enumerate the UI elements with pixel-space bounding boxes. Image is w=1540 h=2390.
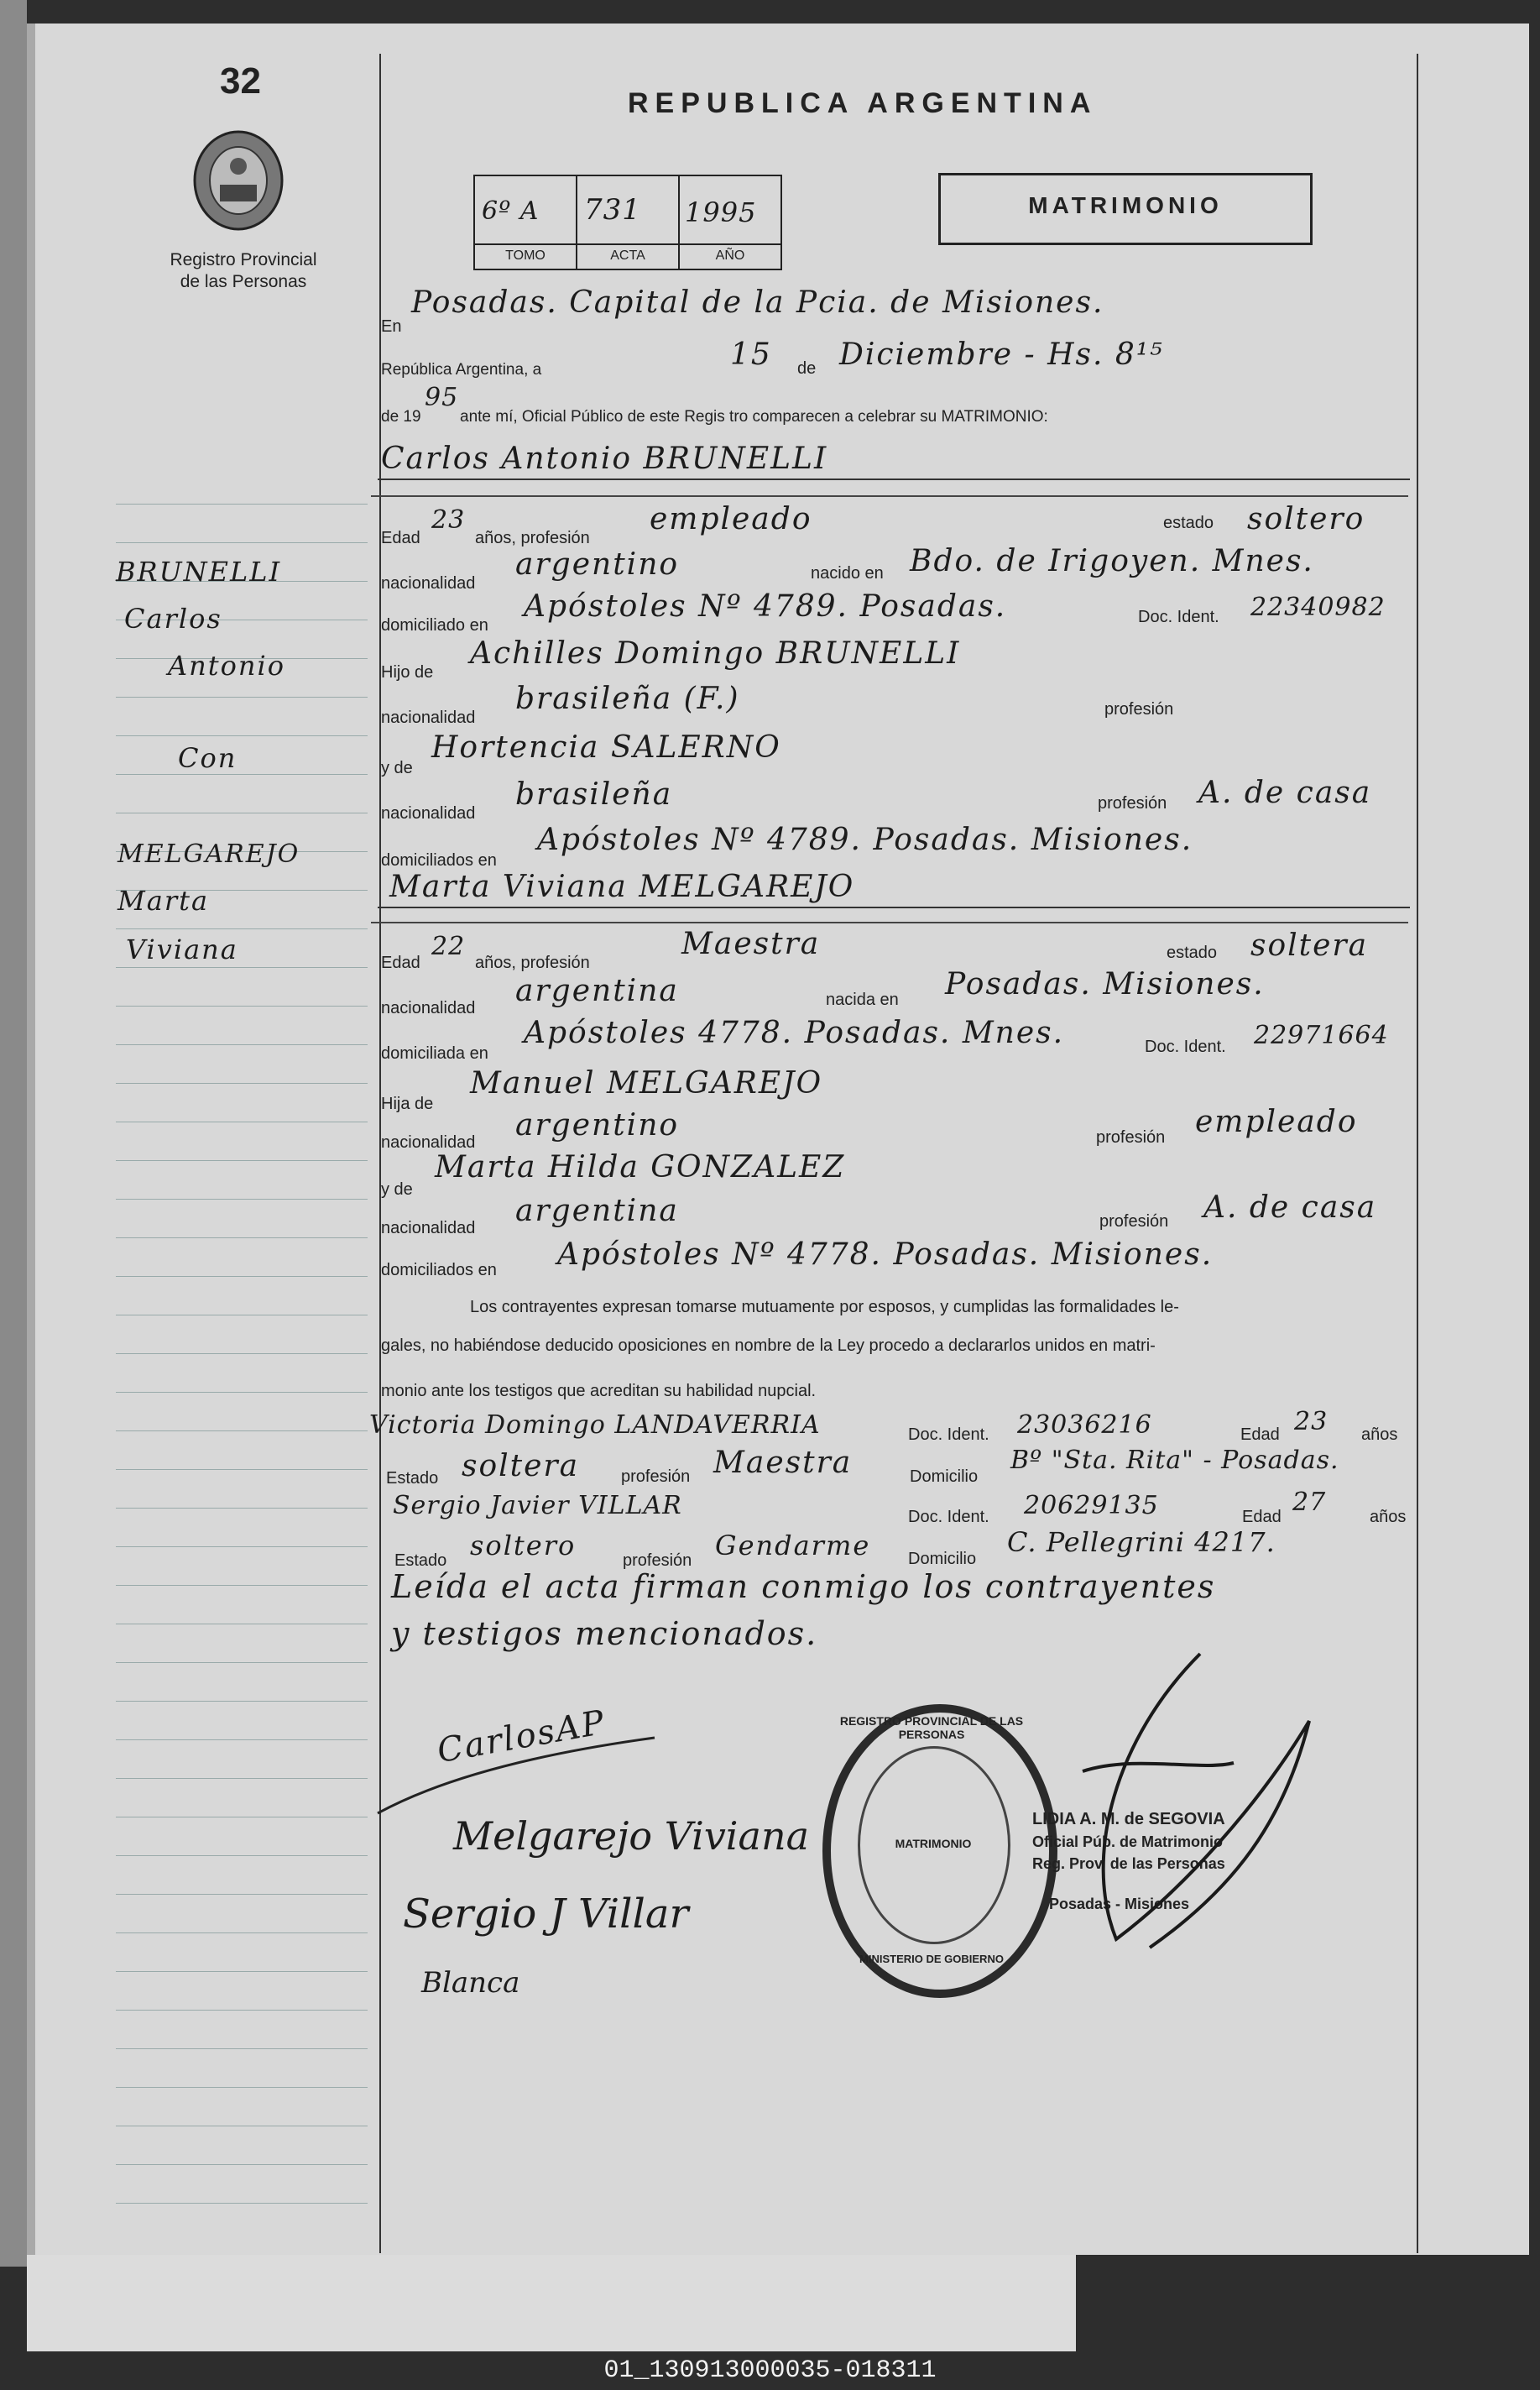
right-border (1417, 54, 1418, 2253)
margin-rule-line (116, 1083, 368, 1084)
groom-name: Carlos Antonio BRUNELLI (381, 442, 828, 476)
margin-rule-line (116, 504, 368, 505)
witness2-age: 27 (1292, 1488, 1327, 1517)
witness-signature: Sergio J Villar (403, 1891, 689, 1938)
margin-rule-line (116, 967, 368, 968)
bride-birthplace: Posadas. Misiones. (945, 967, 1265, 1001)
bride-hija-label: Hija de (381, 1095, 434, 1113)
closing-line-2: y testigos mencionados. (391, 1615, 818, 1652)
groom-hijo-label: Hijo de (381, 663, 434, 682)
margin-surname: BRUNELLI (116, 556, 282, 588)
stamp-registry: Reg. Prov. de las Personas (1032, 1855, 1225, 1872)
bride-parents-address: Apóstoles Nº 4778. Posadas. Misiones. (557, 1237, 1214, 1272)
margin-rule-line (116, 1044, 368, 1045)
groom-parents-address: Apóstoles Nº 4789. Posadas. Misiones. (537, 823, 1193, 857)
margin-rule-line (116, 2203, 368, 2204)
bride-father-profession: empleado (1195, 1105, 1358, 1139)
margin-rule-line (116, 1006, 368, 1007)
groom-status: soltero (1247, 502, 1365, 536)
bride-mother-nationality: argentina (515, 1194, 679, 1228)
bride-mother-nac-label: nacionalidad (381, 1219, 476, 1237)
registry-name-1: Registro Provincial (170, 250, 317, 269)
bride-anos-label: años, profesión (475, 954, 590, 972)
celebration-year: 95 (425, 383, 459, 412)
archive-id: 01_130913000035-018311 (603, 2356, 937, 2385)
bride-father: Manuel MELGAREJO (470, 1066, 823, 1101)
ano-value: 1995 (685, 196, 757, 228)
bride-dom-label: domiciliada en (381, 1044, 488, 1063)
groom-doc-label: Doc. Ident. (1138, 608, 1219, 626)
bride-name-line (378, 907, 1410, 908)
margin-rule-line (116, 2048, 368, 2049)
witness2-profession: Gendarme (715, 1530, 871, 1561)
bride-parents-dom-label: domiciliados en (381, 1261, 497, 1279)
groom-yde-label: y de (381, 759, 413, 777)
margin-rule-line (116, 1199, 368, 1200)
margin-first-name: Carlos (124, 603, 222, 635)
margin-rule-line (116, 1585, 368, 1586)
groom-parents-dom-label: domiciliados en (381, 851, 497, 870)
groom-age: 23 (431, 505, 466, 535)
bride-doc-label: Doc. Ident. (1145, 1038, 1226, 1056)
witness2-status: soltero (470, 1530, 577, 1561)
margin-bride-first: Marta (117, 885, 210, 917)
groom-nac-label: nacionalidad (381, 574, 476, 593)
margin-rule-line (116, 2010, 368, 2011)
groom-signature: CarlosAP (434, 1702, 609, 1771)
country-heading: REPUBLICA ARGENTINA (628, 87, 1098, 119)
margin-rule-line (116, 1546, 368, 1547)
label-republica: República Argentina, a (381, 361, 542, 379)
groom-birthplace: Bdo. de Irigoyen. Mnes. (910, 544, 1314, 578)
groom-father-prof-label: profesión (1104, 700, 1174, 719)
bride-profession: Maestra (681, 927, 821, 961)
margin-bride-surname: MELGAREJO (117, 839, 300, 869)
record-box (473, 175, 782, 270)
margin-rule-line (116, 1160, 368, 1161)
margin-rule-line (116, 928, 368, 929)
groom-address: Apóstoles Nº 4789. Posadas. (524, 589, 1007, 624)
margin-second-name: Antonio (168, 650, 285, 682)
margin-rule-line (116, 774, 368, 775)
acta-label: ACTA (610, 248, 645, 263)
witness2-domicilio-label: Domicilio (908, 1550, 977, 1568)
bride-father-nationality: argentino (515, 1108, 680, 1143)
bride-father-prof-label: profesión (1096, 1128, 1166, 1147)
margin-rule-line (116, 1276, 368, 1277)
witness2-edad-label: Edad (1242, 1508, 1282, 1526)
witness1-profession: Maestra (713, 1446, 853, 1480)
doc-type: MATRIMONIO (1028, 192, 1223, 218)
witness1-estado-label: Estado (386, 1469, 439, 1488)
bride-block-divider (371, 922, 1408, 923)
margin-rule-line (116, 1971, 368, 1972)
witness2-anos-label: años (1370, 1508, 1407, 1526)
stamp-title: Oficial Púb. de Matrimonio (1032, 1833, 1224, 1850)
witness1-doc-label: Doc. Ident. (908, 1425, 989, 1444)
bride-age: 22 (431, 932, 466, 961)
bride-father-nac-label: nacionalidad (381, 1133, 476, 1152)
margin-rule-line (116, 1662, 368, 1663)
bride-mother: Marta Hilda GONZALEZ (435, 1150, 846, 1185)
groom-block-divider (371, 495, 1408, 497)
groom-name-line (378, 479, 1410, 480)
groom-mother-nationality: brasileña (515, 777, 673, 812)
witness1-edad-label: Edad (1240, 1425, 1280, 1444)
body-line-1: Los contrayentes expresan tomarse mutuamente por esposos, y cumplidas las formalidades le- (470, 1298, 1179, 1316)
label-ante: ante mí, Oficial Público de este Regis tro comparecen a celebrar su MATRIMONIO: (460, 408, 1048, 426)
groom-profession: empleado (650, 502, 812, 536)
page-number: 32 (220, 60, 261, 102)
groom-doc: 22340982 (1250, 593, 1386, 622)
groom-anos-label: años, profesión (475, 529, 590, 547)
margin-rule-line (116, 1739, 368, 1740)
bride-mother-profession: A. de casa (1203, 1190, 1377, 1225)
groom-father: Achilles Domingo BRUNELLI (470, 636, 961, 671)
margin-divider (379, 54, 381, 2253)
closing-line-1: Leída el acta firman conmigo los contrayentes (391, 1568, 1216, 1605)
witness2-estado-label: Estado (394, 1551, 447, 1570)
bride-nacida-label: nacida en (826, 991, 899, 1009)
witness2-name: Sergio Javier VILLAR (393, 1491, 682, 1520)
witness2-address: C. Pellegrini 4217. (1007, 1526, 1276, 1558)
bride-estado-label: estado (1167, 944, 1218, 962)
bride-signature: Melgarejo Viviana (453, 1813, 809, 1859)
margin-rule-line (116, 1353, 368, 1354)
tomo-label: TOMO (505, 248, 546, 263)
bride-doc: 22971664 (1254, 1021, 1389, 1050)
bride-nationality: argentina (515, 974, 679, 1008)
groom-nacido-label: nacido en (811, 564, 884, 583)
bride-address: Apóstoles 4778. Posadas. Mnes. (524, 1016, 1065, 1050)
margin-rule-line (116, 1237, 368, 1238)
margin-rule-line (116, 697, 368, 698)
tomo-value: 6º A (482, 196, 540, 226)
margin-rule-line (116, 2164, 368, 2165)
margin-rule-line (116, 1932, 368, 1933)
groom-mother-profession: A. de casa (1198, 776, 1372, 810)
groom-father-nac-label: nacionalidad (381, 709, 476, 727)
celebration-day: 15 (730, 337, 772, 372)
groom-mother: Hortencia SALERNO (431, 730, 781, 765)
witness1-anos-label: años (1361, 1425, 1398, 1444)
ano-label: AÑO (715, 248, 745, 263)
registry-name-2: de las Personas (180, 272, 307, 291)
body-line-2: gales, no habiéndose deducido oposiciones en nombre de la Ley procedo a declararlos unidos en matri- (381, 1336, 1156, 1355)
margin-rule-line (116, 1894, 368, 1895)
groom-father-nationality: brasileña (F.) (515, 682, 740, 716)
witness2-signature: Blanca (421, 1966, 520, 2000)
coat-of-arms-emblem (188, 126, 289, 235)
bride-status: soltera (1250, 928, 1369, 963)
label-de19: de 19 (381, 408, 421, 426)
witness1-domicilio-label: Domicilio (910, 1467, 979, 1486)
seal-inner-text: MATRIMONIO (895, 1837, 972, 1850)
witness2-doc-label: Doc. Ident. (908, 1508, 989, 1526)
margin-rule-line (116, 1701, 368, 1702)
margin-rule-line (116, 1430, 368, 1431)
doc-type-box (938, 173, 1313, 245)
celebration-month: Diciembre - Hs. 8¹⁵ (839, 337, 1164, 372)
label-de: de (797, 359, 817, 378)
margin-rule-line (116, 1392, 368, 1393)
witness1-name: Victoria Domingo LANDAVERRIA (369, 1410, 821, 1440)
bride-yde-label: y de (381, 1180, 413, 1199)
groom-mother-nac-label: nacionalidad (381, 804, 476, 823)
margin-rule-line (116, 1469, 368, 1470)
witness1-doc: 23036216 (1017, 1410, 1152, 1440)
margin-rule-line (116, 1508, 368, 1509)
seal-bottom-text: MINISTERIO DE GOBIERNO (859, 1953, 1004, 1965)
celebration-place: Posadas. Capital de la Pcia. de Misiones. (411, 285, 1104, 320)
margin-rule-line (116, 735, 368, 736)
witness1-address: Bº "Sta. Rita" - Posadas. (1010, 1446, 1339, 1475)
bride-nac-label: nacionalidad (381, 999, 476, 1017)
officer-signature-flourish (982, 1637, 1334, 1973)
witness2-prof-label: profesión (623, 1551, 692, 1570)
label-en: En (381, 317, 402, 336)
seal-ring-text: REGISTRO PROVINCIAL DE LAS PERSONAS (839, 1714, 1024, 1741)
groom-estado-label: estado (1163, 514, 1214, 532)
bride-name: Marta Viviana MELGAREJO (389, 870, 855, 904)
stamp-location: Posadas - Misiones (1049, 1896, 1190, 1912)
margin-rule-line (116, 1855, 368, 1856)
groom-nationality: argentino (515, 547, 680, 582)
book-binding (0, 0, 27, 2267)
stamp-officer: LIDIA A. M. de SEGOVIA (1032, 1810, 1225, 1828)
margin-bride-second: Viviana (126, 934, 238, 965)
acta-value: 731 (584, 193, 641, 227)
groom-dom-label: domiciliado en (381, 616, 488, 635)
margin-rule-line (116, 2087, 368, 2088)
margin-rule-line (116, 1778, 368, 1779)
groom-edad-label: Edad (381, 529, 420, 547)
witness1-status: soltera (462, 1449, 580, 1483)
body-line-3: monio ante los testigos que acreditan su habilidad nupcial. (381, 1382, 817, 1400)
margin-rule-line (116, 542, 368, 543)
bride-mother-prof-label: profesión (1099, 1212, 1169, 1231)
bride-edad-label: Edad (381, 954, 420, 972)
witness1-age: 23 (1294, 1407, 1329, 1436)
witness2-doc: 20629135 (1024, 1491, 1159, 1520)
groom-mother-prof-label: profesión (1098, 794, 1167, 813)
witness1-prof-label: profesión (621, 1467, 691, 1486)
margin-con: Con (178, 742, 238, 774)
underlying-page (27, 2255, 1076, 2351)
